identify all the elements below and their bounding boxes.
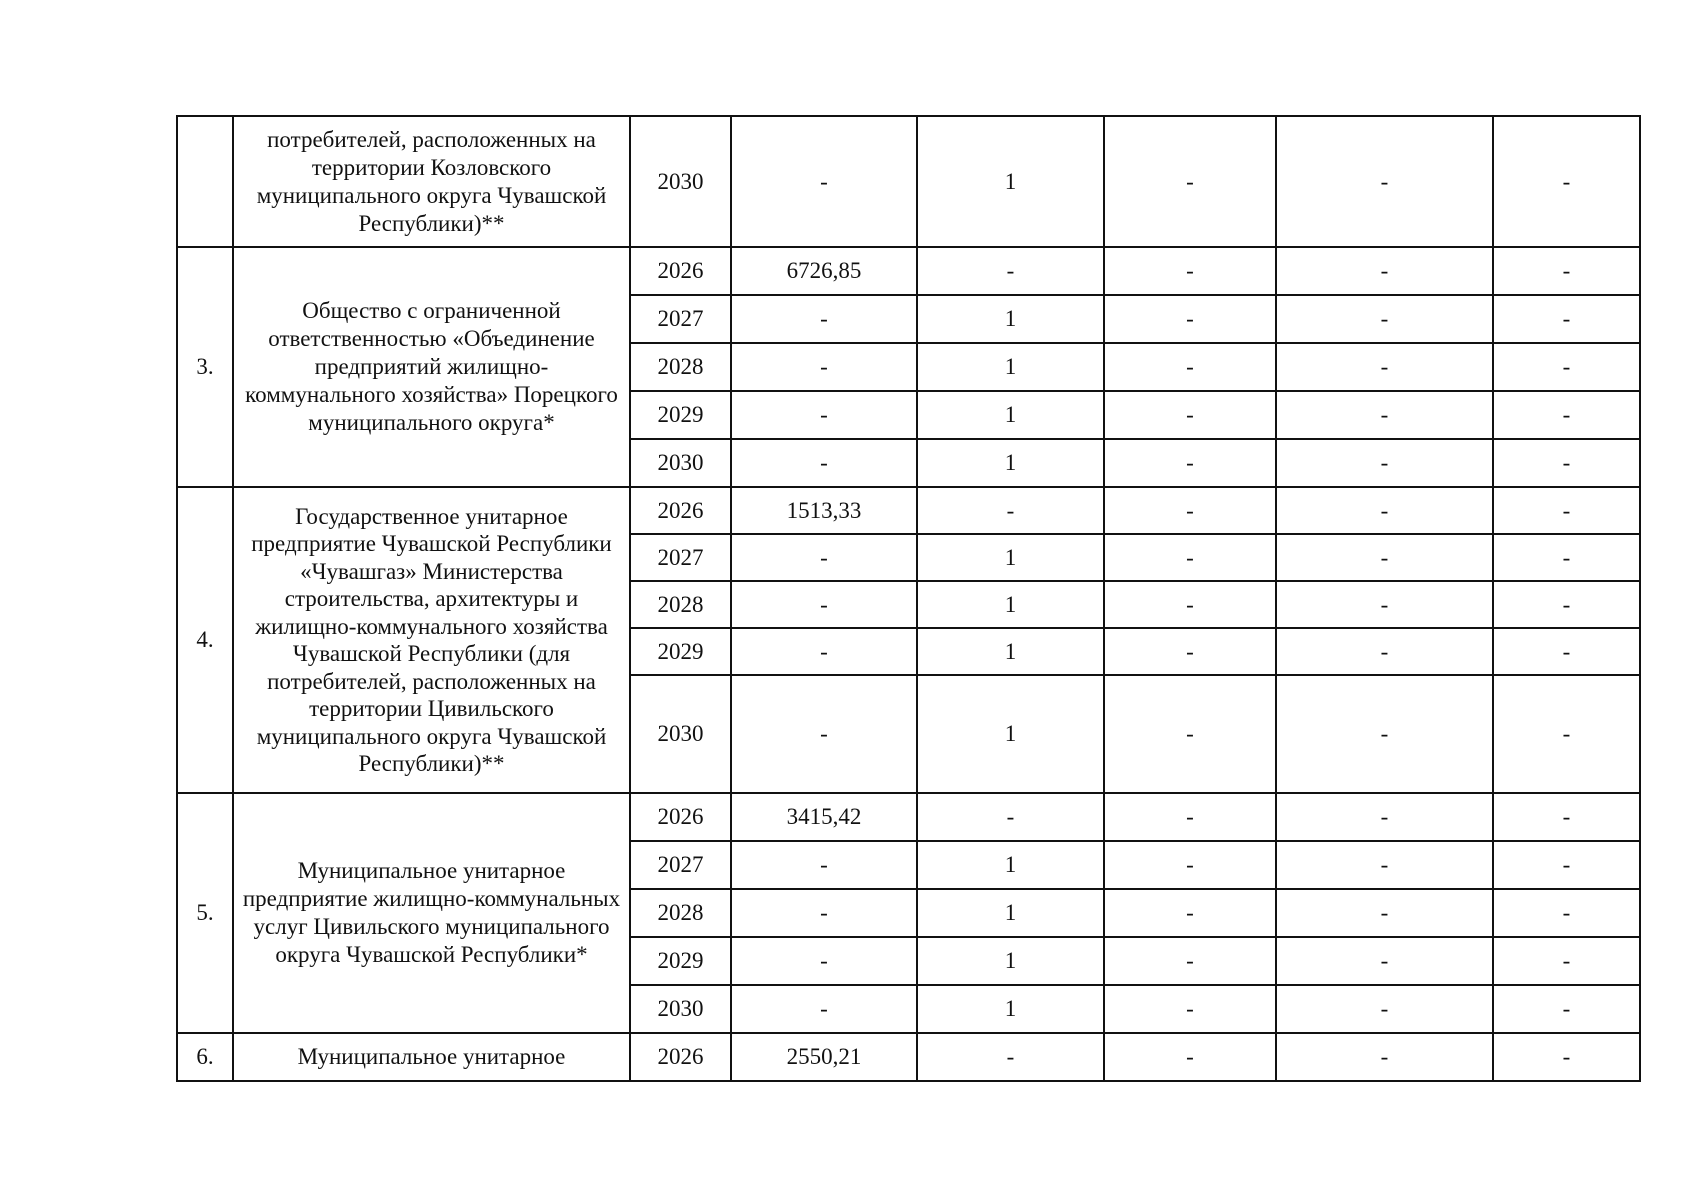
value-cell-2: 1 xyxy=(917,391,1104,439)
value-cell-5: - xyxy=(1493,439,1640,487)
organization-name-cell xyxy=(233,247,630,487)
organization-name-line: предприятий жилищно- xyxy=(314,354,549,379)
value-cell-1: - xyxy=(731,343,917,391)
value-cell-2: 1 xyxy=(917,343,1104,391)
value-cell-3: - xyxy=(1104,391,1276,439)
year-cell: 2028 xyxy=(630,889,731,937)
row-number-cell xyxy=(177,116,233,247)
value-cell-3: - xyxy=(1104,295,1276,343)
organization-name-cell xyxy=(233,793,630,1033)
value-cell-3: - xyxy=(1104,581,1276,628)
year-cell: 2030 xyxy=(630,116,731,247)
value-cell-1: - xyxy=(731,889,917,937)
value-cell-5: - xyxy=(1493,1033,1640,1081)
value-cell-4: - xyxy=(1276,534,1493,581)
organization-name-cell xyxy=(233,116,630,247)
value-cell-1: 3415,42 xyxy=(731,793,917,841)
value-cell-1: - xyxy=(731,391,917,439)
value-cell-4: - xyxy=(1276,985,1493,1033)
value-cell-5: - xyxy=(1493,247,1640,295)
value-cell-3: - xyxy=(1104,841,1276,889)
value-cell-4: - xyxy=(1276,1033,1493,1081)
value-cell-5: - xyxy=(1493,487,1640,534)
value-cell-1: - xyxy=(731,581,917,628)
value-cell-4: - xyxy=(1276,793,1493,841)
value-cell-3: - xyxy=(1104,793,1276,841)
row-number-cell: 4. xyxy=(177,487,233,793)
value-cell-4: - xyxy=(1276,628,1493,675)
value-cell-4: - xyxy=(1276,439,1493,487)
year-cell: 2026 xyxy=(630,1033,731,1081)
value-cell-3: - xyxy=(1104,534,1276,581)
organization-name-line: услуг Цивильского муниципального xyxy=(253,914,610,939)
value-cell-3: - xyxy=(1104,439,1276,487)
value-cell-3: - xyxy=(1104,937,1276,985)
value-cell-1: - xyxy=(731,937,917,985)
table-row xyxy=(177,487,1640,534)
year-cell: 2029 xyxy=(630,391,731,439)
value-cell-4: - xyxy=(1276,247,1493,295)
value-cell-2: 1 xyxy=(917,116,1104,247)
organization-name-line: ответственностью «Объединение xyxy=(268,326,595,351)
organization-name-cell xyxy=(233,1033,630,1081)
organization-name-line: муниципального округа Чувашской xyxy=(256,182,607,208)
value-cell-2: 1 xyxy=(917,534,1104,581)
value-cell-1: - xyxy=(731,628,917,675)
value-cell-2: 1 xyxy=(917,581,1104,628)
value-cell-2: 1 xyxy=(917,841,1104,889)
year-cell: 2027 xyxy=(630,841,731,889)
value-cell-2: 1 xyxy=(917,889,1104,937)
organization-name-line: Муниципальное унитарное xyxy=(297,1044,566,1069)
table-row xyxy=(177,1033,1640,1081)
organization-name-line: потребителей, расположенных на xyxy=(267,668,596,694)
value-cell-3: - xyxy=(1104,889,1276,937)
value-cell-4: - xyxy=(1276,675,1493,793)
value-cell-4: - xyxy=(1276,391,1493,439)
organization-name-line: округа Чувашской Республики* xyxy=(275,942,588,967)
year-cell: 2029 xyxy=(630,628,731,675)
value-cell-3: - xyxy=(1104,487,1276,534)
value-cell-2: 1 xyxy=(917,937,1104,985)
value-cell-2: 1 xyxy=(917,439,1104,487)
organization-name-line: коммунального хозяйства» Порецкого xyxy=(245,382,618,407)
row-number-cell: 3. xyxy=(177,247,233,487)
value-cell-3: - xyxy=(1104,116,1276,247)
value-cell-3: - xyxy=(1104,1033,1276,1081)
value-cell-1: - xyxy=(731,439,917,487)
year-cell: 2028 xyxy=(630,581,731,628)
value-cell-2: - xyxy=(917,487,1104,534)
value-cell-4: - xyxy=(1276,841,1493,889)
value-cell-1: - xyxy=(731,675,917,793)
year-cell: 2027 xyxy=(630,295,731,343)
year-cell: 2026 xyxy=(630,793,731,841)
value-cell-4: - xyxy=(1276,889,1493,937)
value-cell-3: - xyxy=(1104,247,1276,295)
value-cell-5: - xyxy=(1493,628,1640,675)
organization-name-line: территории Козловского xyxy=(311,154,552,180)
year-cell: 2030 xyxy=(630,985,731,1033)
organization-name-line: Государственное унитарное xyxy=(295,503,568,529)
value-cell-3: - xyxy=(1104,343,1276,391)
year-cell: 2026 xyxy=(630,487,731,534)
table-row xyxy=(177,247,1640,295)
organization-name-line: потребителей, расположенных на xyxy=(267,126,596,152)
value-cell-5: - xyxy=(1493,793,1640,841)
row-number-cell: 5. xyxy=(177,793,233,1033)
organization-name-line: предприятие Чувашской Республики xyxy=(251,531,612,556)
organization-name-line: Чувашской Республики (для xyxy=(292,641,571,666)
value-cell-4: - xyxy=(1276,343,1493,391)
organization-name-line: территории Цивильского xyxy=(309,696,554,721)
value-cell-5: - xyxy=(1493,985,1640,1033)
value-cell-4: - xyxy=(1276,295,1493,343)
year-cell: 2029 xyxy=(630,937,731,985)
value-cell-1: 2550,21 xyxy=(731,1033,917,1081)
value-cell-2: 1 xyxy=(917,295,1104,343)
value-cell-2: 1 xyxy=(917,675,1104,793)
year-cell: 2027 xyxy=(630,534,731,581)
organization-name-line: жилищно-коммунального хозяйства xyxy=(255,613,608,639)
value-cell-3: - xyxy=(1104,628,1276,675)
value-cell-5: - xyxy=(1493,534,1640,581)
value-cell-3: - xyxy=(1104,675,1276,793)
year-cell: 2030 xyxy=(630,675,731,793)
value-cell-3: - xyxy=(1104,985,1276,1033)
year-cell: 2026 xyxy=(630,247,731,295)
organization-name-cell xyxy=(233,487,630,793)
table-row xyxy=(177,116,1640,247)
value-cell-1: 1513,33 xyxy=(731,487,917,534)
year-cell: 2028 xyxy=(630,343,731,391)
organization-name-line: строительства, архитектуры и xyxy=(284,586,579,611)
value-cell-5: - xyxy=(1493,116,1640,247)
value-cell-1: - xyxy=(731,985,917,1033)
value-cell-4: - xyxy=(1276,581,1493,628)
value-cell-1: - xyxy=(731,534,917,581)
organization-name-line: предприятие жилищно-коммунальных xyxy=(242,886,621,911)
value-cell-5: - xyxy=(1493,295,1640,343)
value-cell-1: - xyxy=(731,116,917,247)
value-cell-5: - xyxy=(1493,391,1640,439)
organization-name-line: Общество с ограниченной xyxy=(302,298,561,323)
row-number-cell: 6. xyxy=(177,1033,233,1081)
tariff-table xyxy=(176,115,1641,1082)
table-row xyxy=(177,793,1640,841)
value-cell-2: 1 xyxy=(917,985,1104,1033)
value-cell-2: 1 xyxy=(917,628,1104,675)
value-cell-5: - xyxy=(1493,889,1640,937)
value-cell-5: - xyxy=(1493,841,1640,889)
value-cell-1: - xyxy=(731,841,917,889)
organization-name-line: «Чувашгаз» Министерства xyxy=(300,558,563,584)
value-cell-5: - xyxy=(1493,581,1640,628)
value-cell-1: - xyxy=(731,295,917,343)
organization-name-line: муниципального округа Чувашской xyxy=(256,723,607,749)
value-cell-5: - xyxy=(1493,937,1640,985)
value-cell-5: - xyxy=(1493,675,1640,793)
value-cell-4: - xyxy=(1276,116,1493,247)
value-cell-2: - xyxy=(917,1033,1104,1081)
organization-name-line: Республики)** xyxy=(358,751,505,776)
value-cell-4: - xyxy=(1276,487,1493,534)
value-cell-1: 6726,85 xyxy=(731,247,917,295)
table-body xyxy=(177,116,1640,1081)
value-cell-5: - xyxy=(1493,343,1640,391)
year-cell: 2030 xyxy=(630,439,731,487)
value-cell-4: - xyxy=(1276,937,1493,985)
organization-name-line: муниципального округа* xyxy=(308,410,555,435)
organization-name-line: Муниципальное унитарное xyxy=(297,858,566,883)
organization-name-line: Республики)** xyxy=(358,210,505,236)
value-cell-2: - xyxy=(917,793,1104,841)
value-cell-2: - xyxy=(917,247,1104,295)
